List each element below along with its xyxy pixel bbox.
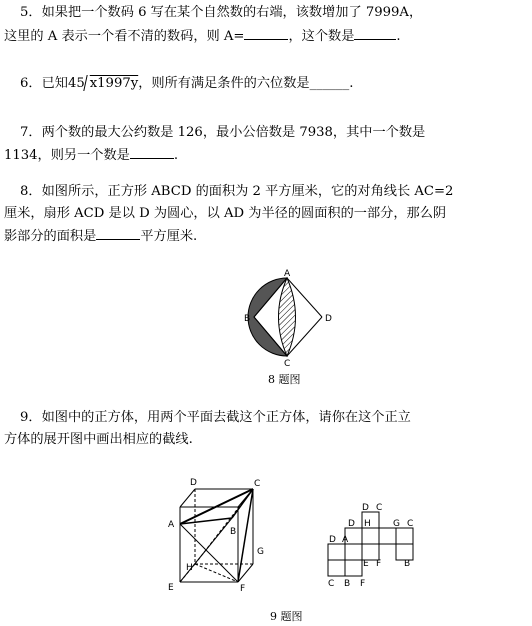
- cube-label-B: B: [230, 527, 237, 537]
- long-division-bracket: [85, 75, 138, 93]
- svg-text:B: B: [404, 559, 411, 569]
- answer-blank-area[interactable]: [96, 227, 140, 240]
- answer-blank-a[interactable]: [244, 27, 288, 40]
- svg-text:F: F: [376, 559, 382, 569]
- svg-text:G: G: [393, 519, 400, 529]
- cube-label-A: A: [168, 520, 175, 530]
- svg-text:C: C: [407, 519, 414, 529]
- cube-label-C: C: [254, 479, 261, 489]
- problem-8-line-3: 影部分的面积是 平方厘米.: [4, 229, 198, 244]
- cube-label-D: D: [190, 478, 197, 488]
- svg-text:D: D: [329, 535, 336, 545]
- problem-8-line-2: 厘米，扇形 ACD 是以 D 为圆心，以 AD 为半径的圆面积的一部分，那么阴: [4, 206, 447, 221]
- figure-8-caption: 8 题图: [268, 373, 301, 386]
- svg-text:C: C: [328, 579, 335, 588]
- svg-text:D: D: [362, 503, 369, 513]
- answer-blank-number[interactable]: [354, 27, 396, 40]
- figure-9-net: [322, 500, 422, 588]
- cube-label-F: F: [240, 584, 246, 594]
- problem-9-line-2: 方体的展开图中画出相应的截线.: [4, 432, 193, 447]
- label-A: A: [284, 269, 291, 279]
- svg-text:F: F: [360, 579, 366, 588]
- cube-label-H: H: [186, 563, 193, 573]
- label-C: C: [284, 359, 291, 368]
- answer-blank-six-digit[interactable]: ______: [309, 76, 350, 91]
- figure-8-diagram: [240, 268, 340, 368]
- answer-blank-other-number[interactable]: [130, 146, 174, 159]
- cube-label-E: E: [168, 583, 174, 593]
- svg-text:E: E: [363, 559, 369, 569]
- label-B: B: [244, 314, 251, 324]
- problem-6: 6．已知45 x1997y，则所有满足条件的六位数是______.: [20, 76, 354, 91]
- problem-7-line-2: 1134，则另一个数是 .: [4, 148, 179, 163]
- svg-text:H: H: [364, 519, 371, 529]
- problem-7-line-1: 7．两个数的最大公约数是 126，最小公倍数是 7938，其中一个数是: [20, 125, 426, 140]
- problem-5-line-2: 这里的 A 表示一个看不清的数码，则 A= ，这个数是 .: [4, 29, 401, 44]
- svg-text:B: B: [344, 579, 351, 588]
- figure-9-caption: 9 题图: [270, 610, 303, 623]
- problem-5-line-1: 5．如果把一个数码 6 写在某个自然数的右端，该数增加了 7999A，: [20, 5, 423, 20]
- figure-9-cube: [160, 474, 275, 596]
- svg-text:C: C: [376, 503, 383, 513]
- svg-text:A: A: [342, 535, 349, 545]
- divisor: 45: [67, 76, 85, 91]
- problem-9-line-1: 9．如图中的正方体，用两个平面去截这个正方体，请你在这个正立: [20, 410, 411, 425]
- problem-8-line-1: 8．如图所示，正方形 ABCD 的面积为 2 平方厘米，它的对角线长 AC=2: [20, 184, 454, 199]
- dividend: x1997y: [89, 76, 139, 91]
- svg-text:D: D: [348, 519, 355, 529]
- problem-5-text-a: 这里的 A 表示一个看不清的数码，则 A=: [4, 29, 245, 44]
- hatched-lens: [279, 278, 296, 356]
- cube-label-G: G: [257, 547, 264, 557]
- problem-5-text-b: ，这个数是: [288, 29, 355, 44]
- label-D: D: [325, 314, 332, 324]
